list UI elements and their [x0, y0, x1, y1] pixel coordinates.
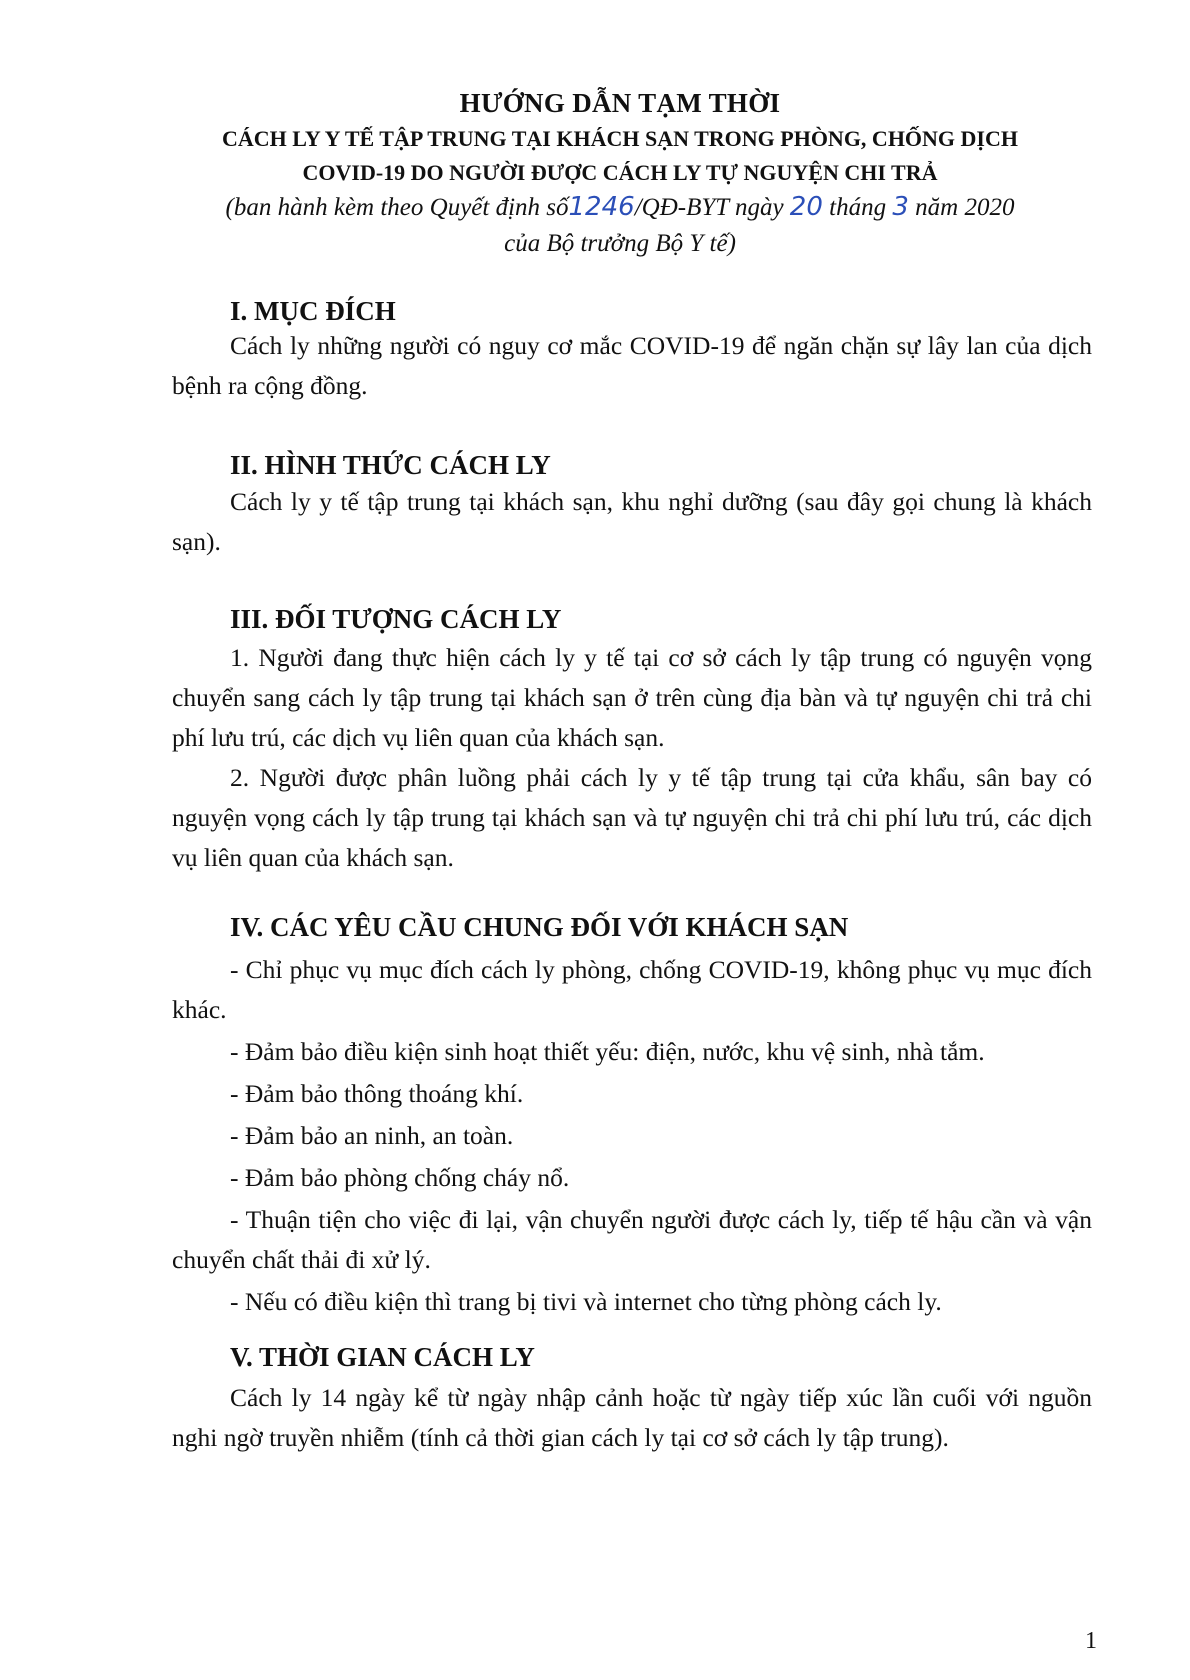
issuance-mid2: tháng	[822, 194, 893, 221]
list-item: - Nếu có điều kiện thì trang bị tivi và internet cho từng phòng cách ly.	[230, 1287, 942, 1316]
page-number: 1	[1085, 1628, 1097, 1654]
issuance-suffix: năm 2020	[908, 194, 1015, 221]
decision-number-handwritten: 1246	[568, 192, 635, 222]
section-3-item-1: 1. Người đang thực hiện cách ly y tế tại cơ sở cách ly tập trung có nguyện vọng chuyển sang cách ly tập trung tại khách sạn ở trên cùng địa bàn và tự nguyện chi trả chi phí lưu trú, các dịch vụ liên quan của khách sạn.	[172, 643, 1092, 752]
document-title: HƯỚNG DẪN TẠM THỜI	[459, 88, 781, 118]
section-5-text: Cách ly 14 ngày kể từ ngày nhập cảnh hoặc từ ngày tiếp xúc lần cuối với nguồn nghi ngờ truyền nhiễm (tính cả thời gian cách ly tại cơ sở cách ly tập trung).	[172, 1383, 1092, 1452]
section-2-heading: II. HÌNH THỨC CÁCH LY	[230, 450, 551, 480]
issuance-line2: của Bộ trưởng Bộ Y tế)	[504, 230, 736, 257]
section-3-heading: III. ĐỐI TƯỢNG CÁCH LY	[230, 604, 562, 634]
list-item: - Đảm bảo an ninh, an toàn.	[230, 1121, 514, 1150]
list-item: - Đảm bảo thông thoáng khí.	[230, 1079, 524, 1108]
section-4-heading: IV. CÁC YÊU CẦU CHUNG ĐỐI VỚI KHÁCH SẠN	[230, 912, 849, 942]
section-4-bullet-list	[172, 950, 1092, 1324]
document-subtitle-line2: COVID-19 DO NGƯỜI ĐƯỢC CÁCH LY TỰ NGUYỆN CHI TRẢ	[302, 160, 938, 185]
issuance-prefix: (ban hành kèm theo Quyết định số	[225, 194, 569, 221]
issuance-mid1: /QĐ-BYT ngày	[634, 194, 790, 221]
month-handwritten: 3	[892, 192, 909, 222]
issuance-line	[120, 192, 1120, 222]
section-3-item-2: 2. Người được phân luồng phải cách ly y tế tập trung tại cửa khẩu, sân bay có nguyện vọng cách ly tập trung tại khách sạn và tự nguyện chi trả chi phí lưu trú, các dịch vụ liên quan của khách sạn.	[172, 763, 1092, 872]
section-2-text: Cách ly y tế tập trung tại khách sạn, khu nghỉ dưỡng (sau đây gọi chung là khách sạn).	[172, 487, 1092, 556]
list-item: - Đảm bảo điều kiện sinh hoạt thiết yếu: điện, nước, khu vệ sinh, nhà tắm.	[230, 1037, 985, 1066]
section-1-text: Cách ly những người có nguy cơ mắc COVID-19 để ngăn chặn sự lây lan của dịch bệnh ra cộng đồng.	[172, 331, 1092, 400]
list-item: - Đảm bảo phòng chống cháy nổ.	[230, 1163, 570, 1192]
list-item: - Thuận tiện cho việc đi lại, vận chuyển người được cách ly, tiếp tế hậu cần và vận chuyển chất thải đi xử lý.	[172, 1205, 1092, 1274]
day-handwritten: 20	[789, 192, 823, 222]
list-item: - Chỉ phục vụ mục đích cách ly phòng, chống COVID-19, không phục vụ mục đích khác.	[172, 955, 1092, 1024]
section-1-heading: I. MỤC ĐÍCH	[230, 296, 396, 326]
document-subtitle-line1: CÁCH LY Y TẾ TẬP TRUNG TẠI KHÁCH SẠN TRONG PHÒNG, CHỐNG DỊCH	[222, 126, 1018, 151]
section-5-heading: V. THỜI GIAN CÁCH LY	[230, 1342, 535, 1372]
